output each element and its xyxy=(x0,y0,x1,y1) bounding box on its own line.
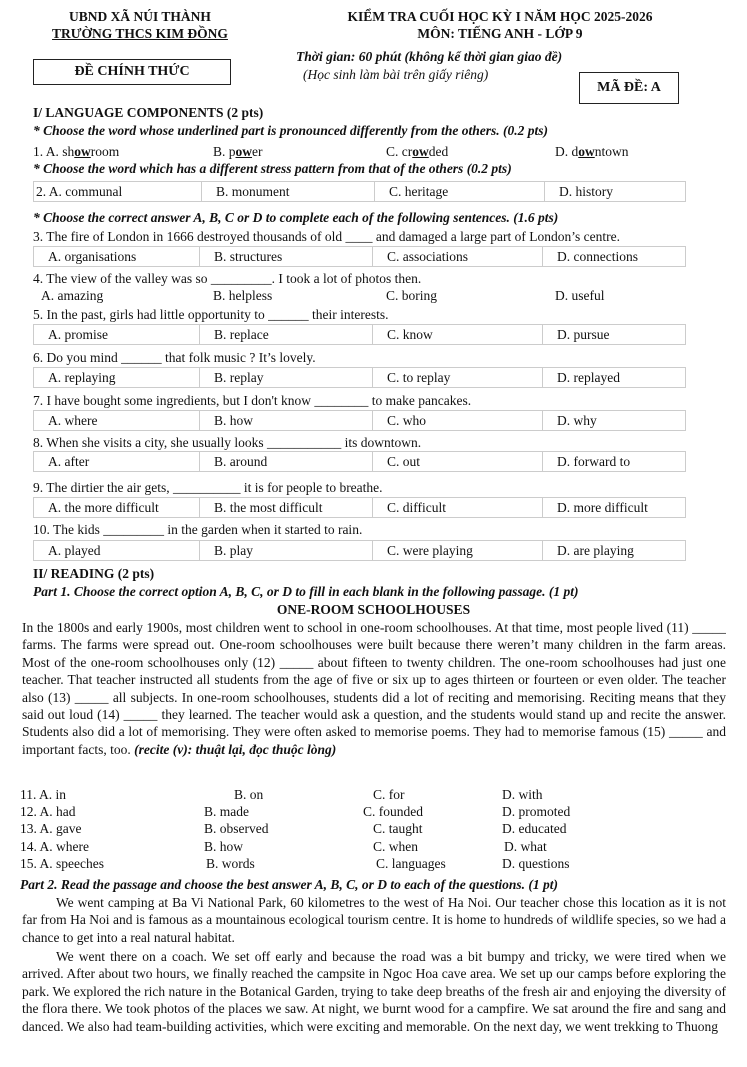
part2-paragraph-1-text: We went camping at Ba Vi National Park, 60 kilometres to the west of Ha Noi. Our teacher chose this location as it is not far from Ha Noi and is famous as a mountainous ecological tourism centre. It is home to hundreds of wildlife species, so we had a chance to get into a real natural habitat. xyxy=(22,895,726,945)
q6-options xyxy=(33,367,686,388)
q9-options xyxy=(33,497,686,518)
q1-option-c: C. crowded xyxy=(386,144,449,159)
answer-14-c: C. when xyxy=(373,839,418,854)
q10-option-b: B. play xyxy=(200,541,373,561)
answer-13-d: D. educated xyxy=(502,821,567,836)
passage-title: ONE-ROOM SCHOOLHOUSES xyxy=(276,602,471,617)
q6-stem: 6. Do you mind ______ that folk music ? It’s lovely. xyxy=(33,350,316,365)
part2-paragraph-2 xyxy=(22,948,726,1062)
district-name: UBND XÃ NÚI THÀNH xyxy=(69,9,211,24)
q10-option-a: A. played xyxy=(34,541,200,561)
answer-15-d: D. questions xyxy=(502,856,570,871)
exam-note: (Học sinh làm bài trên giấy riêng) xyxy=(303,67,489,82)
q3-option-c: C. associations xyxy=(373,247,543,267)
q2-options xyxy=(33,181,686,202)
q9-stem: 9. The dirtier the air gets, __________ it is for people to breathe. xyxy=(33,480,383,495)
q4-option-b: B. helpless xyxy=(213,288,273,303)
q8-options xyxy=(33,451,686,472)
answer-14-d: D. what xyxy=(504,839,547,854)
q6-option-d: D. replayed xyxy=(543,368,686,388)
q4-option-d: D. useful xyxy=(555,288,605,303)
time-allowed: Thời gian: 60 phút (không kể thời gian giao đề) xyxy=(296,49,563,64)
q7-option-b: B. how xyxy=(200,411,373,431)
q2-option-c: C. heritage xyxy=(375,182,545,202)
q5-option-c: C. know xyxy=(373,325,543,345)
q7-stem: 7. I have bought some ingredients, but I don't know ________ to make pancakes. xyxy=(33,393,472,408)
subject-title: MÔN: TIẾNG ANH - LỚP 9 xyxy=(417,26,583,41)
exam-header xyxy=(300,8,700,42)
answer-14-a: 14. A. where xyxy=(20,839,89,854)
answer-13-a: 13. A. gave xyxy=(20,821,82,836)
q9-option-c: C. difficult xyxy=(373,498,543,518)
q3-option-d: D. connections xyxy=(543,247,686,267)
answer-14-b: B. how xyxy=(204,839,244,854)
q2-option-d: D. history xyxy=(545,182,686,202)
q3-option-b: B. structures xyxy=(200,247,373,267)
answer-12-d: D. promoted xyxy=(502,804,571,819)
q4-option-c: C. boring xyxy=(386,288,438,303)
part-b-instruction: * Choose the word which has a different stress pattern from that of the others (0.2 pts) xyxy=(33,161,512,176)
answer-11-b: B. on xyxy=(234,787,264,802)
q4-option-a: A. amazing xyxy=(41,288,104,303)
q9-option-d: D. more difficult xyxy=(543,498,686,518)
q8-option-c: C. out xyxy=(373,452,543,472)
q6-option-b: B. replay xyxy=(200,368,373,388)
q1-option-d: D. downtown xyxy=(555,144,629,159)
answer-13-b: B. observed xyxy=(204,821,269,836)
q8-stem: 8. When she visits a city, she usually looks ___________ its downtown. xyxy=(33,435,422,450)
recite-gloss: (recite (v): thuật lại, đọc thuộc lòng) xyxy=(134,741,337,757)
q6-option-c: C. to replay xyxy=(373,368,543,388)
answer-12-a: 12. A. had xyxy=(20,804,76,819)
part2-instruction: Part 2. Read the passage and choose the best answer A, B, C, or D to each of the questions. (1 pt) xyxy=(20,877,559,892)
q2-option-b: B. monument xyxy=(202,182,375,202)
q7-option-c: C. who xyxy=(373,411,543,431)
q9-option-b: B. the most difficult xyxy=(200,498,373,518)
q10-options xyxy=(33,540,686,561)
q7-options xyxy=(33,410,686,431)
q10-option-d: D. are playing xyxy=(543,541,686,561)
answer-15-c: C. languages xyxy=(376,856,446,871)
q3-stem: 3. The fire of London in 1666 destroyed thousands of old ____ and damaged a large part of London’s centre. xyxy=(33,229,620,244)
q1-option-b: B. power xyxy=(213,144,263,159)
answer-15-a: 15. A. speeches xyxy=(20,856,104,871)
section2-title: II/ READING (2 pts) xyxy=(33,566,155,581)
section1-title: I/ LANGUAGE COMPONENTS (2 pts) xyxy=(33,105,264,120)
q2-option-a: 2. A. communal xyxy=(34,182,202,202)
part2-paragraph-2-text: We went there on a coach. We set off early and because the road was a bit bumpy and tricky, we were tired when we arrived. After about two hours, we finally reached the campsite in Ngoc Hoa cave area. We set up our camps before exploring the park. We explored the rich nature in the Botanical Garden, trying to take deep breaths of the fresh air and enjoying the diversity of the flora there. We took photos of the places we saw. At night, we burnt wood for a campfire. We sat around the fire and sang and danced. We also had team-building activities, which were exciting and memorable. On the next day, we went trekking to Thuong xyxy=(22,949,726,1034)
q5-option-a: A. promise xyxy=(34,325,200,345)
q8-option-a: A. after xyxy=(34,452,200,472)
answer-11-a: 11. A. in xyxy=(20,787,67,802)
q10-option-c: C. were playing xyxy=(373,541,543,561)
school-name: TRƯỜNG THCS KIM ĐỒNG xyxy=(52,26,228,41)
q8-option-b: B. around xyxy=(200,452,373,472)
q1-option-a: 1. A. showroom xyxy=(33,144,120,159)
exam-title: KIỂM TRA CUỐI HỌC KỲ I NĂM HỌC 2025-2026 xyxy=(347,9,653,24)
q10-stem: 10. The kids _________ in the garden when it started to rain. xyxy=(33,522,363,537)
part-c-instruction: * Choose the correct answer A, B, C or D to complete each of the following sentences. (1.6 pts) xyxy=(33,210,559,225)
q7-option-d: D. why xyxy=(543,411,686,431)
official-badge: ĐỀ CHÍNH THỨC xyxy=(33,59,231,85)
q5-stem: 5. In the past, girls had little opportunity to ______ their interests. xyxy=(33,307,389,322)
q4-stem: 4. The view of the valley was so _________. I took a lot of photos then. xyxy=(33,271,422,286)
answer-11-c: C. for xyxy=(373,787,405,802)
answer-12-b: B. made xyxy=(204,804,249,819)
q9-option-a: A. the more difficult xyxy=(34,498,200,518)
q5-option-b: B. replace xyxy=(200,325,373,345)
q3-options xyxy=(33,246,686,267)
q5-option-d: D. pursue xyxy=(543,325,686,345)
exam-code: MÃ ĐỀ: A xyxy=(579,72,679,104)
part2-paragraph-1 xyxy=(22,894,726,946)
school-header xyxy=(20,8,260,42)
q5-options xyxy=(33,324,686,345)
answer-12-c: C. founded xyxy=(363,804,423,819)
q7-option-a: A. where xyxy=(34,411,200,431)
part-a-instruction: * Choose the word whose underlined part is pronounced differently from the others. (0.2 pts) xyxy=(33,123,549,138)
q3-option-a: A. organisations xyxy=(34,247,200,267)
q8-option-d: D. forward to xyxy=(543,452,686,472)
passage-text xyxy=(22,619,726,771)
answer-15-b: B. words xyxy=(206,856,255,871)
part1-instruction: Part 1. Choose the correct option A, B, C, or D to fill in each blank in the following passage. (1 pt) xyxy=(33,584,579,599)
q6-option-a: A. replaying xyxy=(34,368,200,388)
passage-body: In the 1800s and early 1900s, most children went to school in one-room schoolhouses. At that time, most people lived (11) _____ farms. The farms were spread out. One-room schoolhouses were built because there weren’t many children in the farm areas. Most of the one-room schoolhouses only (12) _____ about fifteen to twenty children. The one-room schoolhouses had just one teacher. That teacher instructed all students from the age of five or six up to ages thirteen or fourteen or even older. The teacher also (13) _____ all subjects. In one-room schoolhouses, students did a lot of reciting and memorising. Reciting means that they said out loud (14) _____ they learned. The teacher would ask a question, and the students would stand up and recite the answer. Students also did a lot of memorising. They were often asked to memorise poems. They had to memorise famous (15) _____ and important facts, too. xyxy=(22,620,726,757)
answer-11-d: D. with xyxy=(502,787,543,802)
answer-13-c: C. taught xyxy=(373,821,423,836)
